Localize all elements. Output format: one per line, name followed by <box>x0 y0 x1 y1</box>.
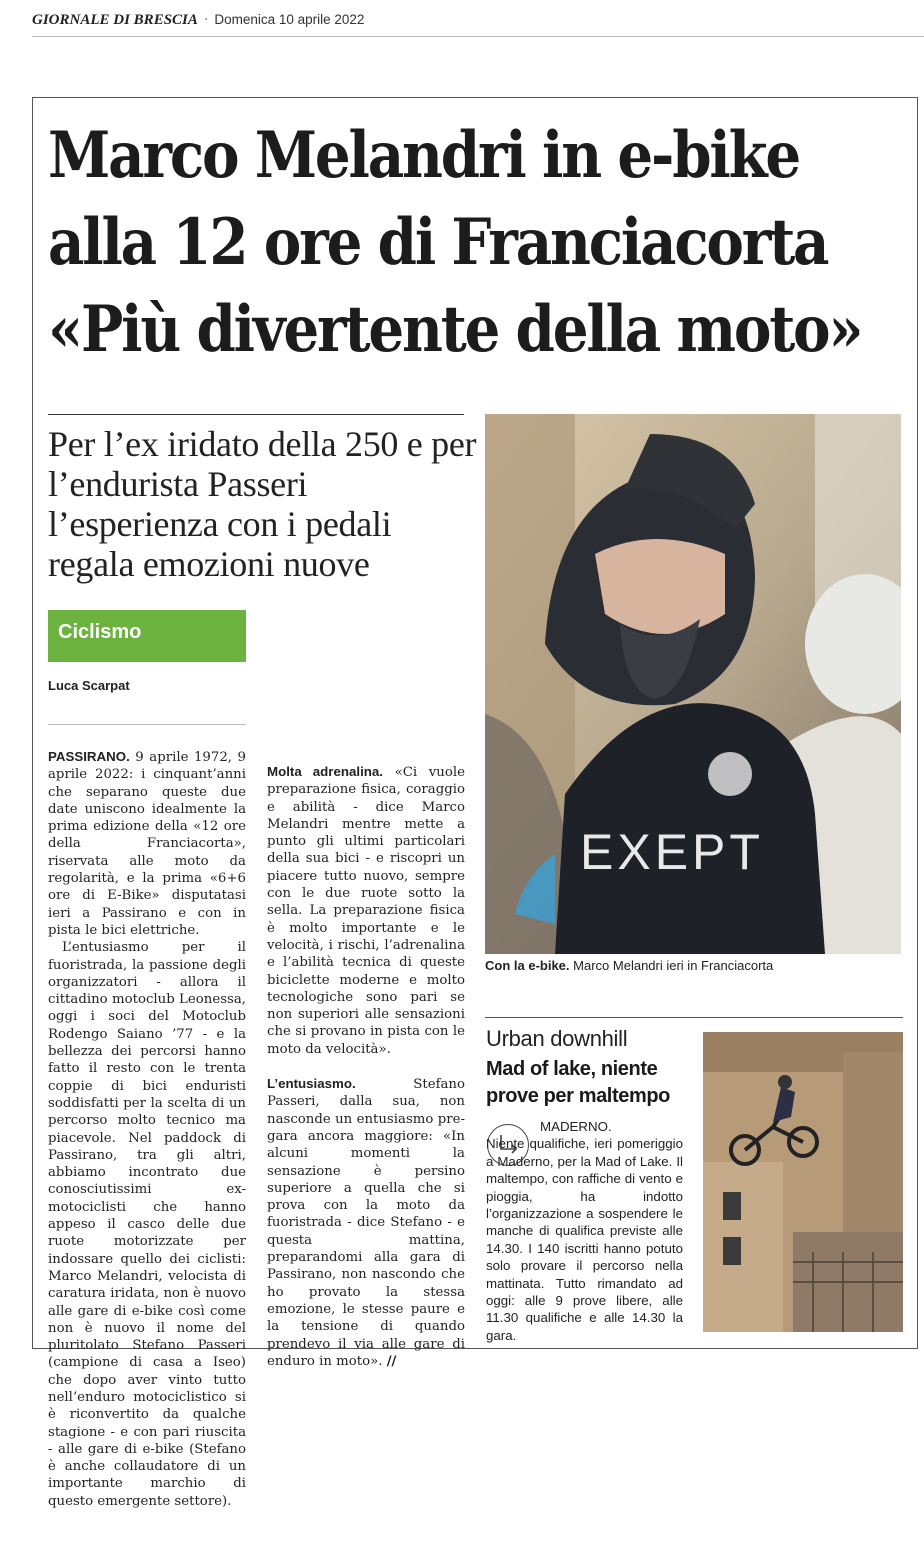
masthead <box>32 12 364 29</box>
headline-line-1: Marco Melandri in e-bike <box>48 118 800 193</box>
headline-line-2: alla 12 ore di Franciacorta <box>48 205 828 280</box>
headline-line-3: «Più divertente della moto» <box>48 292 862 367</box>
author-byline: Luca Scarpat <box>48 678 130 693</box>
article-column-1 <box>48 748 246 1544</box>
article-dateline: PASSIRANO. <box>48 749 130 764</box>
headline <box>48 112 862 373</box>
article-paragraph-1: 9 aprile 1972, 9 aprile 2022: i cinquant’anni che separano queste due date uniscono idealmente la prima edizione della «12 ore della Franciacorta», riservata alle moto da regolarità, e la prima «6+6 ore di E-Bike» disputatasi ieri a Passirano e con in pista le bici elettriche. <box>48 750 247 938</box>
masthead-separator: · <box>203 12 209 28</box>
sidebar-title: Mad of lake, niente prove per maltempo <box>486 1058 670 1107</box>
section-tag: Ciclismo <box>48 610 246 662</box>
newspaper-name: GIORNALE DI BRESCIA <box>32 12 198 28</box>
sidebar-body <box>486 1118 683 1344</box>
article-paragraph-4: Stefano Passeri, dalla sua, non nasconde un entusiasmo pre-gara ancora maggiore: «In alcuni momenti la sensazione è persino superiore a quella che si prova con la moto da fuoristrada - dice Stefano - e questa mattina, preparandomi alla gara di Passirano, non nascondo che ho provato la stessa emozione, le stesse paure e la tensione di quando prendevo il via alle gare di enduro in moto». <box>267 1077 465 1369</box>
article-paragraph-2: L’entusiasmo per il fuoristrada, la passione degli organizzatori - allora il cittadino motoclub Leonessa, oggi i soci del Motoclub Rodengo Saiano ’77 - e la bellezza dei percorsi hanno fatto il resto con le trenta coppie di bici enduristi soddisfatti per la scelta di un percorso molto tecnico ma piacevole. Nel paddock di Passirano, tra gli altri, abbiamo incontrato due conosciutissimi ex-motociclisti che hanno appeso il casco delle due ruote motorizzate per indossare quello dei ciclisti: Marco Melandri, velocista di caratura iridata, non è nuovo alle gare di e-bike così come non è nuovo il nome del pluritolato Stefano Passeri (campione di casa a Iseo) che dopo aver vinto tutto nell’enduro motociclistico si è riconvertito da qualche stagione - e con pari riuscita - alle gare di e-bike (Stefano è anche collaudatore di un importante marchio di questo emergente settore). <box>48 940 246 1509</box>
svg-text:EXEPT: EXEPT <box>580 824 764 880</box>
article-paragraph-2-continued <box>267 607 465 746</box>
subheadline: Per l’ex iridato della 250 e per l’endurista Passeri l’esperienza con i pedali regala emozioni nuove <box>48 424 477 584</box>
issue-date: Domenica 10 aprile 2022 <box>214 12 365 27</box>
caption-lead: Con la e-bike. <box>485 958 570 973</box>
end-mark: // <box>386 1353 397 1369</box>
photo-caption <box>485 958 773 973</box>
sidebar-dateline: MADERNO. <box>540 1119 612 1134</box>
photo-melandri <box>485 414 901 954</box>
byline-rule <box>48 724 246 725</box>
article-paragraph-3: «Ci vuole preparazione fisica, coraggio e abilità - dice Marco Melandri mentre mette a punto gli ultimi particolari della sua bici - e riscopri un piacere tutto nuovo, sempre con le due ruote sotto la sella. La preparazione fisica è molto importante e le velocità, i rischi, l’adrenalina e l’abilità tecnica di queste biciclette moderne e molto tecnologiche sono pari se non superiori alle sensazioni che si provano in pista con le moto da velocità». <box>267 765 465 1057</box>
masthead-rule <box>32 36 924 37</box>
photo-downhill <box>703 1032 903 1332</box>
sidebar-kicker: Urban downhill <box>486 1026 628 1051</box>
caption-text: Marco Melandri ieri in Franciacorta <box>573 958 774 973</box>
article-column-2 <box>267 607 465 1370</box>
subhead-rule <box>48 414 464 415</box>
subheading-adrenalina: Molta adrenalina. <box>267 764 383 779</box>
subheading-entusiasmo: L’entusiasmo. <box>267 1076 356 1092</box>
sidebar-text: Niente qualifiche, ieri pomeriggio a Maderno, per la Mad of Lake. Il maltempo, con raffiche di vento e pioggia, ha indotto l’organizzazione a sospendere le manche di qualifica previste alle 14.30. I 140 iscritti hanno potuto solo provare il percorso nella mattinata. Tutto rimandato ad oggi: alle 9 prove libere, alle 11.30 qualifiche e alle 14.30 la gara. <box>486 1136 683 1343</box>
sidebar-rule <box>485 1017 903 1018</box>
